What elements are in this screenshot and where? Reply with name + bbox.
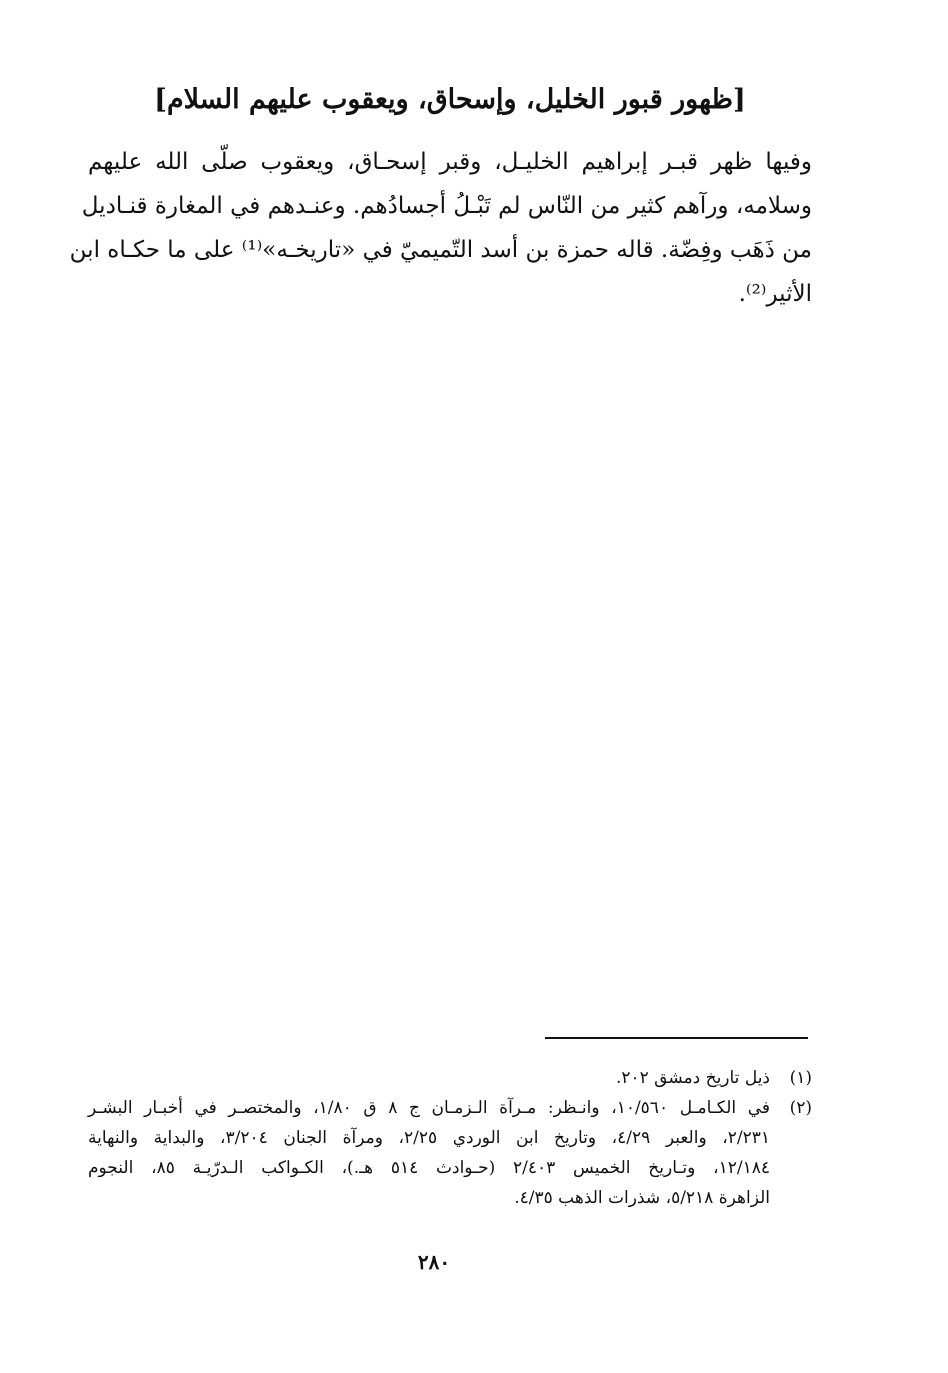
paragraph-line: من ذَهَب وفِضّة. قاله حمزة بن أسد التّميميّ في «تاريخـه»⁽¹⁾ على ما حكـاه ابن [69,237,812,263]
footnote-line: ٢/٢٣١، والعبر ٤/٢٩، وتاريخ ابن الوردي ٢/٢٥، ومرآة الجنان ٣/٢٠٤، والبداية والنهاية [88,1128,771,1148]
footnotes [88,1063,812,1213]
section-heading: [ظهور قبور الخليل، وإسحاق، ويعقوب عليهم السلام] [154,84,746,115]
paragraph-line: وسلامه، ورآهم كثير من النّاس لم تَبْـلُ أجسادُهم. وعنـدهم في المغارة قنـاديل [81,193,812,219]
footnote-line: في الكـامـل ١٠/٥٦٠، وانـظر: مـرآة الـزمـان ج ٨ ق ١/٨٠، والمختصـر في أخبـار البشـر [88,1098,771,1118]
footnote-1 [88,1063,812,1093]
footnote-2 [88,1093,812,1213]
footnote-number: (٢) [789,1098,812,1118]
footnote-text [88,1063,770,1093]
page-number: ٢٨٠ [417,1250,451,1274]
footnote-line: الزاهرة ٥/٢١٨، شذرات الذهب ٤/٣٥. [514,1188,770,1208]
paragraph-line: الأثير⁽²⁾. [738,281,812,307]
footnote-line: ١٢/١٨٤، وتـاريخ الخميس ٢/٤٠٣ (حـوادث ٥١٤ هـ.)، الكـواكب الـدرّيـة ٨٥، النجوم [88,1158,770,1178]
footnote-separator [545,1037,808,1039]
footnote-number: (١) [789,1068,812,1088]
footnote-text [88,1093,770,1213]
paragraph-line: وفيها ظهر قبـر إبراهيم الخليـل، وقبر إسحـاق، ويعقوب صلّى الله عليهم [88,149,812,175]
main-paragraph [69,140,812,316]
footnote-line: ذيل تاريخ دمشق ٢٠٢. [615,1068,770,1088]
